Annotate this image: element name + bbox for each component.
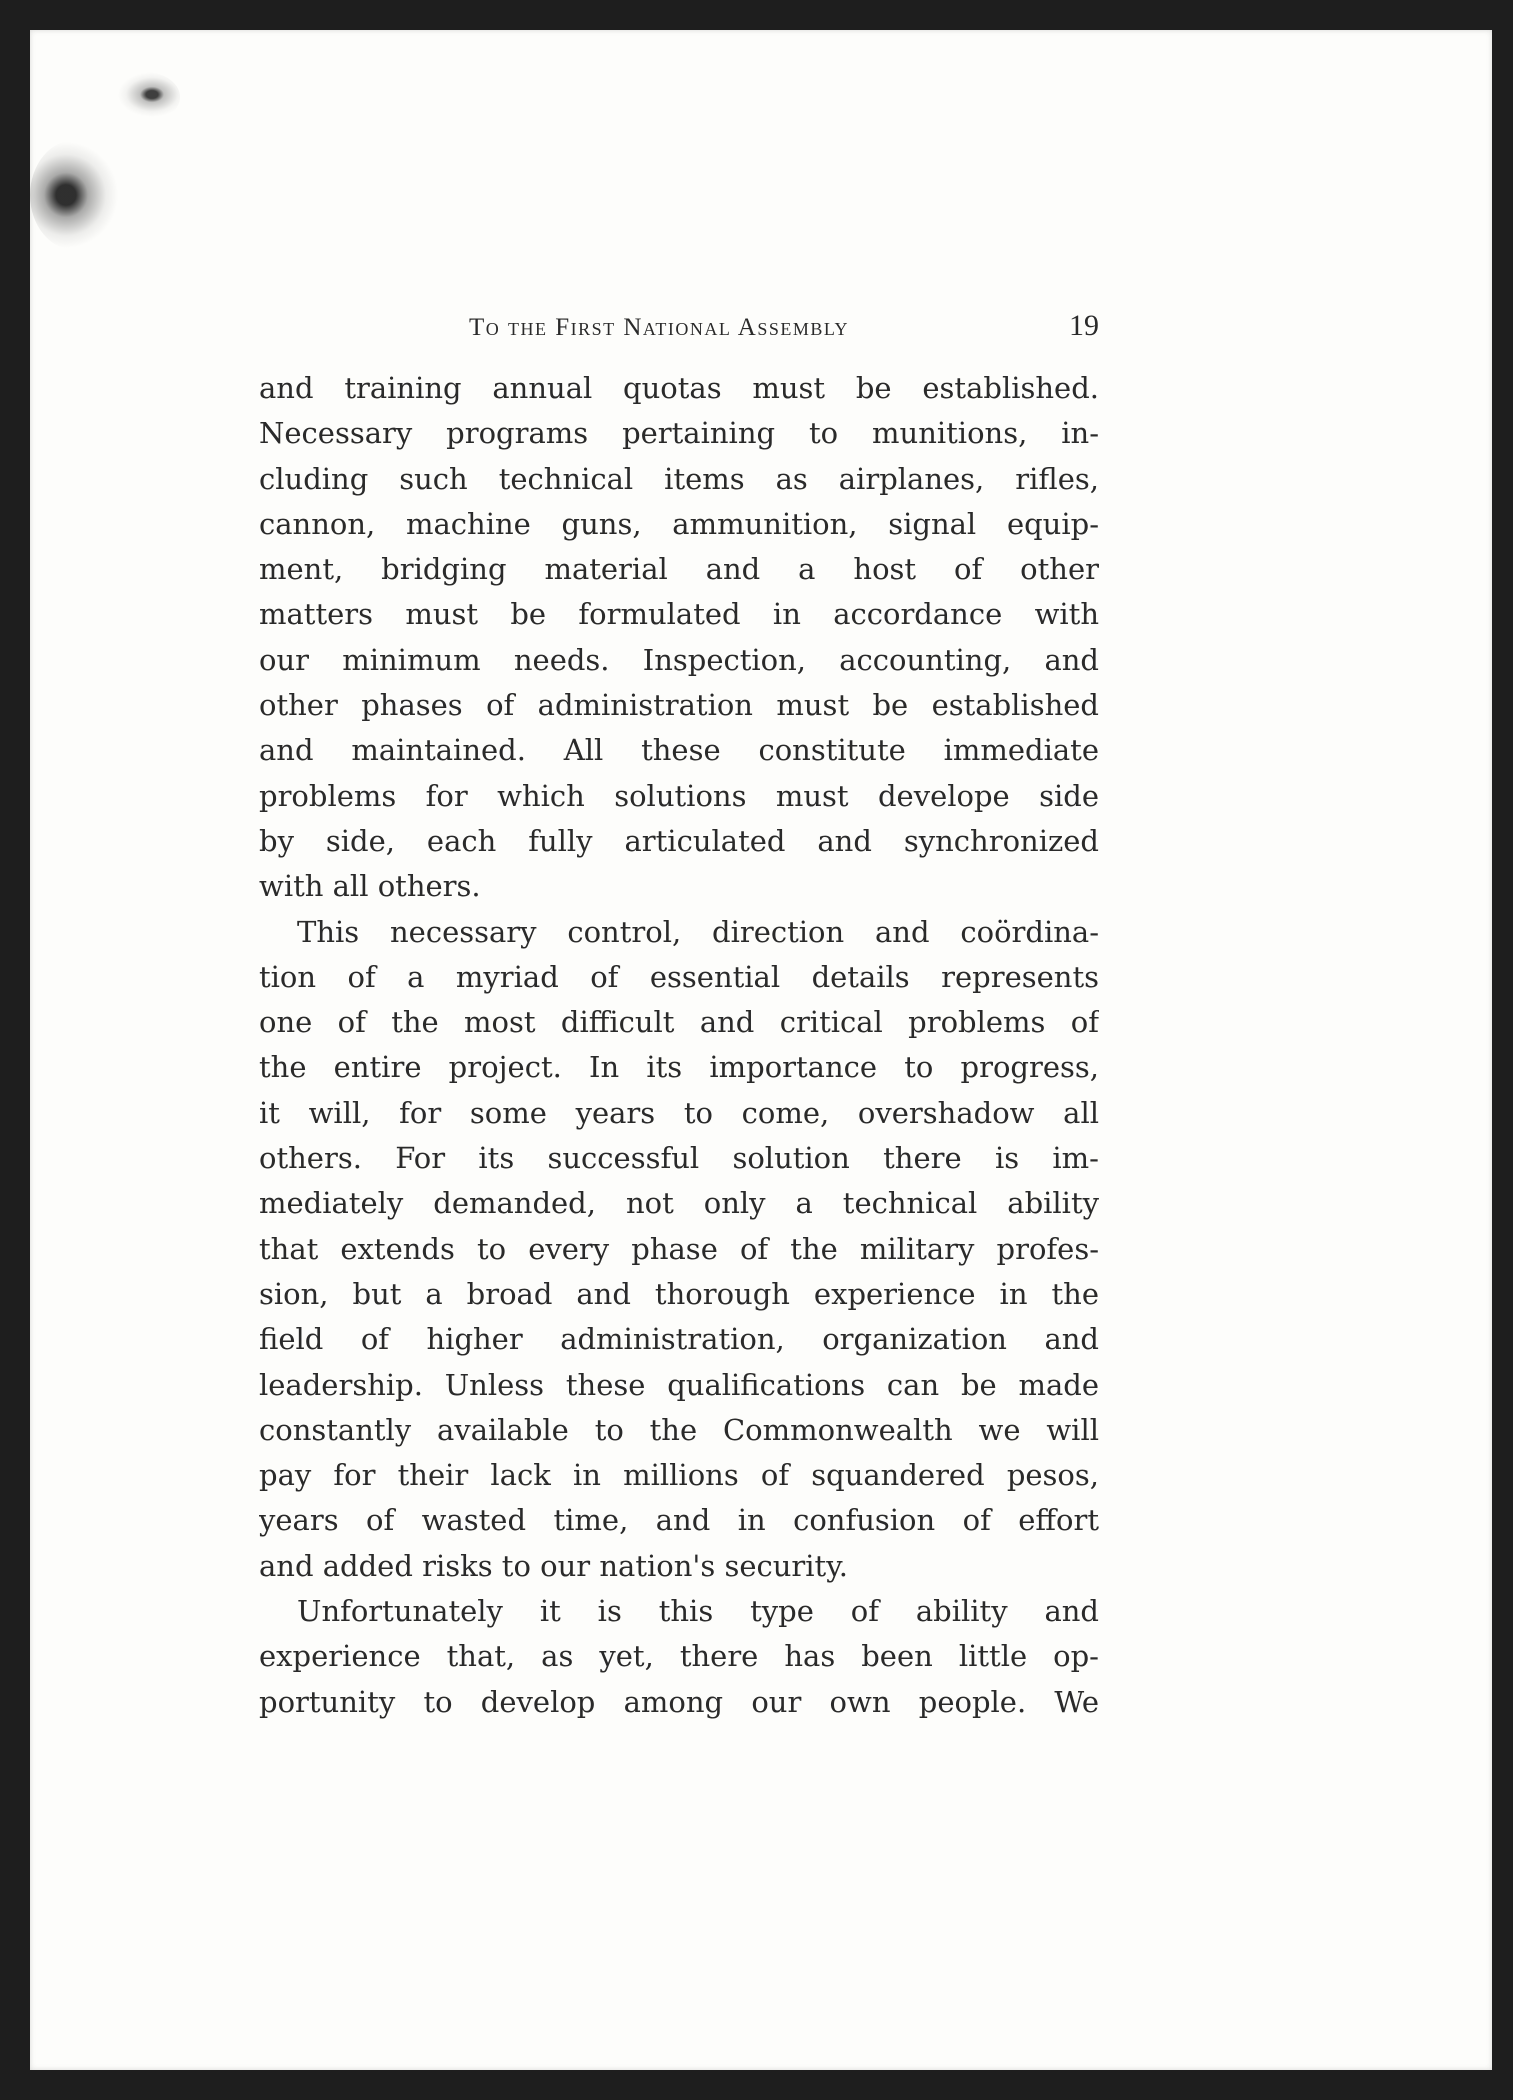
text-line: and maintained. All these constitute immediate	[259, 733, 1099, 768]
paragraph	[259, 366, 1099, 910]
text-line: it will, for some years to come, overshadow all	[259, 1095, 1099, 1130]
text-line: cannon, machine guns, ammunition, signal equip-	[259, 506, 1099, 541]
ink-smudge	[30, 140, 120, 250]
text-line: and training annual quotas must be established.	[259, 371, 1099, 405]
text-line: problems for which solutions must develope side	[259, 778, 1099, 813]
text-line: one of the most difficult and critical problems of	[259, 1005, 1099, 1040]
text-line: Unfortunately it is this type of ability and	[297, 1594, 1099, 1629]
text-line: field of higher administration, organization and	[259, 1322, 1099, 1357]
page-text-block	[259, 310, 1099, 1725]
body-text	[259, 366, 1099, 1725]
text-line: that extends to every phase of the military profes-	[259, 1231, 1099, 1266]
text-line: ment, bridging material and a host of other	[259, 552, 1099, 587]
text-line: years of wasted time, and in confusion of effort	[259, 1503, 1099, 1538]
text-line: experience that, as yet, there has been little op-	[259, 1639, 1099, 1674]
text-line: sion, but a broad and thorough experience in the	[259, 1276, 1099, 1311]
text-line: matters must be formulated in accordance with	[259, 597, 1099, 632]
text-line: Necessary programs pertaining to munitions, in-	[259, 416, 1099, 451]
text-line: pay for their lack in millions of squandered pesos,	[259, 1458, 1099, 1493]
text-line: other phases of administration must be established	[259, 688, 1099, 723]
text-line: others. For its successful solution there is im-	[259, 1141, 1099, 1176]
text-line: This necessary control, direction and coördina-	[297, 914, 1099, 949]
ink-smudge	[110, 72, 180, 122]
text-line: the entire project. In its importance to progress,	[259, 1050, 1099, 1085]
text-line: by side, each fully articulated and synchronized	[259, 823, 1099, 858]
text-line: constantly available to the Commonwealth we will	[259, 1412, 1099, 1447]
text-line: mediately demanded, not only a technical ability	[259, 1186, 1099, 1221]
text-line: cluding such technical items as airplanes, rifles,	[259, 461, 1099, 496]
paragraph	[259, 910, 1099, 1589]
text-line: with all others.	[259, 869, 481, 904]
page-number: 19	[1069, 309, 1099, 342]
text-line: portunity to develop among our own people. We	[259, 1684, 1099, 1719]
text-line: our minimum needs. Inspection, accounting, and	[259, 642, 1099, 677]
text-line: leadership. Unless these qualifications can be made	[259, 1367, 1099, 1402]
running-head	[259, 310, 1099, 366]
running-head-title: To the First National Assembly	[468, 314, 850, 341]
paragraph	[259, 1589, 1099, 1725]
text-line: and added risks to our nation's security.	[259, 1548, 848, 1583]
text-line: tion of a myriad of essential details represents	[259, 959, 1099, 994]
